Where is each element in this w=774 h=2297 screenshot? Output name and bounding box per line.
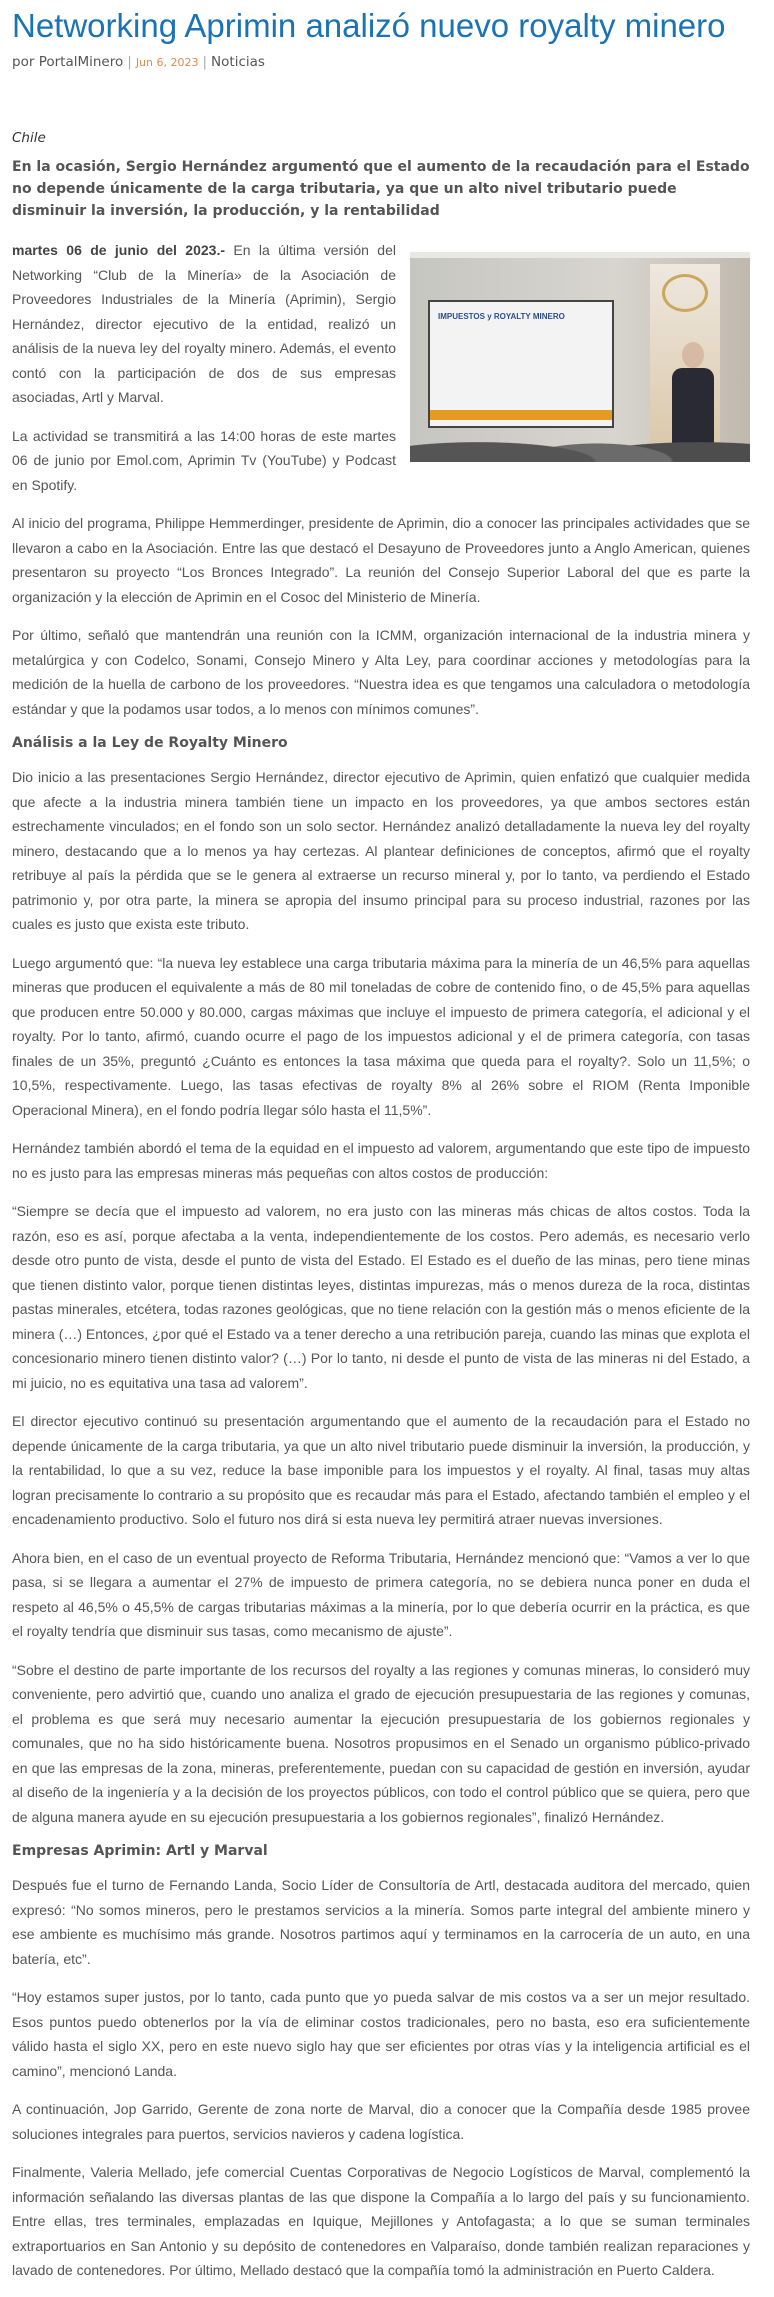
audience bbox=[410, 416, 750, 462]
article-lead: En la ocasión, Sergio Hernández argumentó que el aumento de la recaudación para el Estado no depende únicamente de la carga tributaria, ya que un alto nivel tributario puede disminuir la inversión, la producción, y la rentabilidad bbox=[12, 159, 750, 219]
body-paragraph: Al inicio del programa, Philippe Hemmerdinger, presidente de Aprimin, dio a conocer las principales actividades que se llevaron a cabo en la Asociación. Entre las que destacó el Desayuno de Proveedores junto a Anglo American, quienes presentaron su proyecto “Los Bronces Integrado”. La reunión del Consejo Superior Laboral del que es parte la organización y la elección de Aprimin en el Cosoc del Ministerio de Minería. bbox=[12, 515, 750, 605]
body-paragraph: Por último, señaló que mantendrán una reunión con la ICMM, organización internacional de la industria minera y metalúrgica y con Codelco, Sonami, Consejo Minero y Alta Ley, para coordinar acciones y metodologías para la medición de la huella de carbono de los proveedores. “Nuestra idea es que tengamos una calculadora o metodología estándar y que la podamos usar todos, a lo menos con mínimos comunes”. bbox=[12, 627, 750, 717]
article-title[interactable]: Networking Aprimin analizó nuevo royalty minero bbox=[12, 7, 726, 44]
event-photo[interactable] bbox=[410, 252, 750, 462]
intro bbox=[12, 238, 750, 511]
slide-title: IMPUESTOS y ROYALTY MINERO bbox=[438, 312, 565, 321]
body-paragraph: Después fue el turno de Fernando Landa, Socio Líder de Consultoría de Artl, destacada auditora del mercado, quien expresó: “No somos mineros, pero le prestamos servicios a la minería. Somos parte integral del ambiente minero y ese ambiente es muchísimo más grande. Nosotros partimos aquí y terminamos en la carrocería de un auto, en una batería, etc”. bbox=[12, 1877, 750, 1967]
article bbox=[0, 6, 758, 2283]
body-paragraph: El director ejecutivo continuó su presentación argumentando que el aumento de la recaudación para el Estado no depende únicamente de la carga tributaria, ya que un alto nivel tributario puede disminuir la inversión, la producción, y la rentabilidad, lo que a su vez, reduce la base imponible para los impuestos y el royalty. Al final, tasas muy altas logran precisamente lo contrario a su propósito que es recaudar más para el Estado, afectando también el empleo y el encadenamiento productivo. Solo el futuro nos dirá si esta nueva ley permitirá atraer nuevas inversiones. bbox=[12, 1413, 750, 1527]
intro-text: En la última versión del Networking “Club de la Minería» de la Asociación de Proveedores Industriales de la Minería (Aprimin), Sergio Hernández, director ejecutivo de la entidad, realizó un análisis de la nueva ley del royalty minero. Además, el evento contó con la participación de dos de sus empresas asociadas, Artl y Marval. bbox=[12, 242, 396, 405]
meta-by: por bbox=[12, 54, 35, 70]
intro-paragraph-2: La actividad se transmitirá a las 14:00 horas de este martes 06 de junio por Emol.com, Aprimin Tv (YouTube) y Podcast en Spotify. bbox=[12, 427, 396, 493]
dateline: martes 06 de junio del 2023.- bbox=[12, 242, 225, 258]
photo-light bbox=[410, 252, 750, 258]
body-paragraph: A continuación, Jop Garrido, Gerente de zona norte de Marval, dio a conocer que la Compañía desde 1985 provee soluciones integrales para puertos, servicios navieros y cadena logística. bbox=[12, 2101, 750, 2142]
banner-logo-icon bbox=[662, 274, 708, 312]
region-label: Chile bbox=[12, 130, 46, 146]
body-paragraph: “Siempre se decía que el impuesto ad valorem, no era justo con las mineras más chicas de altos costos. Toda la razón, eso es así, porque afectaba a la venta, independientemente de los costos. Pero además, es necesario verlo desde otro punto de vista, desde el punto de vista del Estado. El Estado es el dueño de las minas, pero tiene minas que tienen distinto valor, porque tienen distintas leyes, distintas impurezas, más o menos dureza de la roca, distintas pastas minerales, etcétera, todas razones geológicas, que no tiene relación con la gestión más o menos eficiente de la minera (…) Entonces, ¿por qué el Estado va a tener derecho a una retribución pareja, cuando las minas que explota el concesionario minero tienen distinto valor? (…) Por lo tanto, ni desde el punto de vista de las mineras ni del Estado, a mi juicio, no es equitativa una tasa ad valorem”. bbox=[12, 1203, 750, 1391]
section-heading: Análisis a la Ley de Royalty Minero bbox=[12, 735, 288, 751]
body-paragraph: Finalmente, Valeria Mellado, jefe comercial Cuentas Corporativas de Negocio Logísticos de Marval, complementó la información señalando las diversas plantas de las que dispone la Compañía a lo largo del país y su funcionamiento. Entre ellas, tres terminales, emplazadas en Iquique, Mejillones y Antofagasta; a lo que se suman terminales extraportuarios en San Antonio y su depósito de contenedores en Valparaíso, donde también realizan reparaciones y lavado de contenedores. Por último, Mellado destacó que la compañía tomó la administración en Puerto Caldera. bbox=[12, 2164, 750, 2278]
body-paragraph: Ahora bien, en el caso de un eventual proyecto de Reforma Tributaria, Hernández mencionó que: “Vamos a ver lo que pasa, si se llegara a aumentar el 27% de impuesto de primera categoría, no se debiera nunca poner en duda el respeto al 46,5% o 45,5% de cargas tributarias máximas a la minería, por lo que debería ocurrir en la práctica, es que el royalty tendría que disminuir sus tasas, como mecanismo de ajuste”. bbox=[12, 1549, 750, 1639]
section-heading: Empresas Aprimin: Artl y Marval bbox=[12, 1843, 268, 1859]
meta-date: Jun 6, 2023 bbox=[135, 56, 199, 69]
article-meta bbox=[12, 54, 750, 70]
article-body bbox=[12, 511, 750, 2283]
meta-separator: | bbox=[127, 54, 132, 70]
meta-category[interactable]: Noticias bbox=[211, 54, 265, 70]
presentation-slide bbox=[428, 300, 614, 428]
speaker-head bbox=[682, 342, 704, 368]
body-paragraph: Dio inicio a las presentaciones Sergio Hernández, director ejecutivo de Aprimin, quien enfatizó que cualquier medida que afecte a la industria minera también tiene un impacto en los proveedores, ya que ambos sectores están estrechamente vinculados; en el fondo son un solo sector. Hernández analizó detalladamente la nueva ley del royalty minero, destacando que a lo menos ya hay certezas. Al plantear definiciones de conceptos, afirmó que el royalty retribuye al país la pérdida que se le genera al extraerse un recurso mineral y, por lo tanto, va perdiendo el Estado patrimonio y, por otra parte, la minera se apropia del insumo principal para su proceso industrial, razones por las cuales es justo que exista este tributo. bbox=[12, 769, 750, 932]
meta-author[interactable]: PortalMinero bbox=[38, 54, 124, 70]
body-paragraph: “Hoy estamos super justos, por lo tanto, cada punto que yo pueda salvar de mis costos va a ser un mejor resultado. Esos puntos puedo obtenerlos por la vía de eliminar costos tradicionales, pero no basta, eso era suficientemente válido hasta el siglo XX, pero en este nuevo siglo hay que ser eficientes por otras vías y la inteligencia artificial es el camino”, mencionó Landa. bbox=[12, 1989, 750, 2079]
body-paragraph: Hernández también abordó el tema de la equidad en el impuesto ad valorem, argumentando que este tipo de impuesto no es justo para las empresas mineras más pequeñas con altos costos de producción: bbox=[12, 1140, 750, 1181]
meta-separator: | bbox=[202, 54, 208, 70]
body-paragraph: Luego argumentó que: “la nueva ley establece una carga tributaria máxima para la minería de un 46,5% para aquellas mineras que producen el equivalente a más de 80 mil toneladas de cobre de contenido fino, o de 45,5% para aquellas que producen entre 50.000 y 80.000, cargas máximas que incluye el impuesto de primera categoría, el adicional y el royalty. Por lo tanto, afirmó, cuando ocurre el pago de los impuestos adicional y el de primera categoría, con tasas finales de un 35%, preguntó ¿Cuánto es entonces la tasa máxima que queda para el royalty?. Solo un 11,5%; o 10,5%, respectivamente. Luego, las tasas efectivas de royalty 8% al 26% sobre el RIOM (Renta Imponible Operacional Minera), en el fondo podría llegar sólo hasta el 11,5%”. bbox=[12, 954, 750, 1118]
body-paragraph: “Sobre el destino de parte importante de los recursos del royalty a las regiones y comunas mineras, lo consideró muy conveniente, pero advirtió que, cuando uno analiza el grado de ejecución presupuestaria de las regiones y comunas, el problema es que será muy necesario aumentar la ejecución presupuestaria de los gobiernos regionales y comunales, que no ha sido históricamente buena. Nosotros propusimos en el Senado un organismo público-privado en que las empresas de la zona, mineras, preferentemente, puedan con su capacidad de gestión en inversión, ayudar al diseño de la ingeniería y a la decisión de los proyectos públicos, con todo el control público que se quiera, pero que de alguna manera ayude en su ejecución presupuestaria a los gobiernos regionales”, finalizó Hernández. bbox=[12, 1661, 750, 1825]
